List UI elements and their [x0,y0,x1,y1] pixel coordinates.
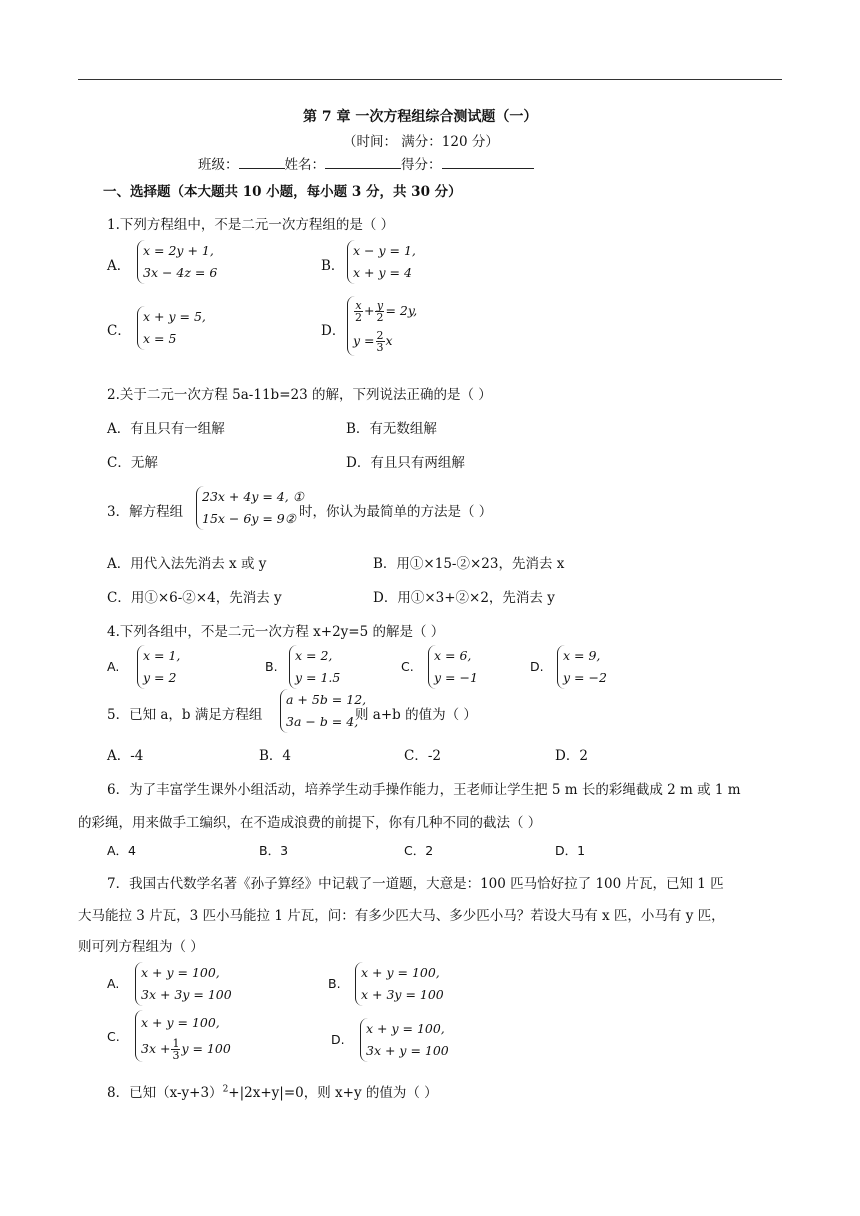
q3-option-a: A．用代入法先消去 x 或 y [107,556,267,572]
q7-option-b-label: B. [328,976,341,991]
q2-option-d: D．有且只有两组解 [346,455,465,471]
page-title: 第 7 章 一次方程组综合测试题（一） [303,109,538,125]
score-blank [442,154,534,169]
q2-stem: 2.关于二元一次方程 5a-11b=23 的解，下列说法正确的是（ ） [107,387,492,403]
q5-option-d: D．2 [555,748,588,764]
q5-stem-prefix: 5．已知 a，b 满足方程组 [107,707,263,723]
q5-option-c: C．-2 [404,748,441,764]
q7-option-a-label: A. [107,976,120,991]
name-label: 姓名： [284,157,325,173]
q6-option-d: D．1 [555,843,586,858]
q3-stem-prefix: 3．解方程组 [107,504,184,520]
q3-option-b: B．用①×15-②×23，先消去 x [373,556,565,572]
q4-option-b-label: B. [265,659,278,674]
q1-option-b-label: B． [321,258,345,274]
q3-stem-suffix: 时，你认为最简单的方法是（ ） [299,504,493,520]
q5-system: a + 5b = 12, 3a − b = 4, [280,689,366,733]
q6-option-a: A．4 [107,843,137,858]
q1-option-b-system: x − y = 1, x + y = 4 [347,240,416,284]
q6-option-b: B．3 [259,843,289,858]
q3-option-d: D．用①×3+②×2，先消去 y [373,590,555,606]
q7-option-d-label: D. [331,1032,345,1047]
q5-stem-suffix: 则 a+b 的值为（ ） [355,707,477,723]
q4-option-b-system: x = 2, y = 1.5 [289,645,340,689]
page-subtitle: （时间： 满分：120 分） [343,134,499,150]
q4-option-a-system: x = 1, y = 2 [137,645,180,689]
q6-line-1: 6．为了丰富学生课外小组活动，培养学生动手操作能力，王老师让学生把 5 m 长的彩绳截成 2 m 或 1 m [107,782,741,798]
q7-option-c-label: C. [107,1029,120,1044]
q1-option-d-system: $\frac{x}{2}$ + $\frac{y}{2}$ = 2y, y = $\frac{2}{3}$ x [347,296,417,356]
q6-option-c: C．2 [404,843,434,858]
q1-option-a-label: A． [107,258,131,274]
q3-option-c: C．用①×6-②×4，先消去 y [107,590,282,606]
q2-option-b: B．有无数组解 [346,421,437,437]
q7-line-2: 大马能拉 3 片瓦，3 匹小马能拉 1 片瓦，问：有多少匹大马、多少匹小马？若设大马有 x 匹，小马有 y 匹， [78,908,725,924]
q7-line-1: 7．我国古代数学名著《孙子算经》中记载了一道题，大意是：100 匹马恰好拉了 100 片瓦，已知 1 匹 [107,876,724,892]
q5-option-a: A．-4 [107,748,144,764]
name-blank [325,154,401,169]
q7-option-c-system: x + y = 100, 3x + $\frac{1}{3}$ y = 100 [135,1010,231,1062]
class-blank [239,154,285,169]
q7-option-d-system: x + y = 100, 3x + y = 100 [360,1018,449,1062]
q2-option-a: A．有且只有一组解 [107,421,225,437]
q1-option-a-system: x = 2y + 1, 3x − 4z = 6 [137,240,217,284]
class-label: 班级： [198,157,239,173]
q3-system: 23x + 4y = 4, ① 15x − 6y = 9② [196,486,304,530]
q1-stem: 1.下列方程组中，不是二元一次方程组的是（ ） [107,217,395,233]
section-heading: 一、选择题（本大题共 10 小题，每小题 3 分，共 30 分） [103,184,462,200]
q7-option-a-system: x + y = 100, 3x + 3y = 100 [135,962,232,1006]
q1-option-c-label: C． [107,323,131,339]
q1-option-d-label: D． [321,323,346,339]
q6-line-2: 的彩绳，用来做手工编织，在不造成浪费的前提下，你有几种不同的截法（ ） [78,815,542,831]
q1-option-c-system: x + y = 5, x = 5 [137,306,206,350]
q7-option-b-system: x + y = 100, x + 3y = 100 [355,962,444,1006]
q8-stem: 8．已知$(x-y+3)^2+|2x+y|=0$，则 x+y 的值为（ ） [107,1084,438,1101]
student-info-line [198,153,534,173]
q4-option-a-label: A. [107,659,120,674]
q7-line-3: 则可列方程组为（ ） [78,939,204,955]
q4-option-c-system: x = 6, y = −1 [428,645,478,689]
q5-option-b: B．4 [259,748,292,764]
q4-option-d-label: D. [530,659,544,674]
q2-option-c: C．无解 [107,455,158,471]
q4-option-d-system: x = 9, y = −2 [557,645,607,689]
header-rule [78,79,782,80]
q4-option-c-label: C. [401,659,414,674]
q4-stem: 4.下列各组中，不是二元一次方程 x+2y=5 的解是（ ） [107,624,445,640]
score-label: 得分： [401,157,442,173]
